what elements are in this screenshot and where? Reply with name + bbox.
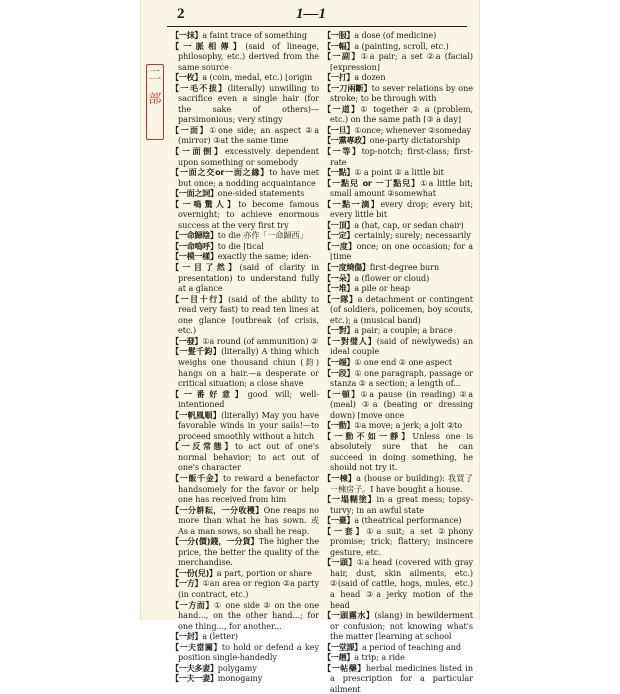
entry-headword: 【一飯千金】 <box>171 472 224 483</box>
dictionary-entry <box>171 83 319 125</box>
dictionary-entry <box>323 357 473 368</box>
entry-headword: 【一道】 <box>323 103 361 114</box>
entry-definition: Unless one is absolutely sure that he can succeed in doing something, he should not try it. <box>330 430 473 473</box>
entry-definition: ①once; whenever ②someday <box>354 124 472 135</box>
dictionary-entry <box>171 536 319 568</box>
dictionary-entry <box>323 515 473 526</box>
entry-definition: to hold or defend a key position single-handedly <box>178 641 320 663</box>
dictionary-entry <box>323 146 473 167</box>
entry-definition: a (flower or cloud) <box>354 272 430 283</box>
entry-headword: 【一定】 <box>323 230 355 241</box>
dictionary-entry <box>171 72 319 83</box>
entry-headword: 【一幅】 <box>323 40 355 51</box>
entry-headword: 【一面倒】 <box>171 146 225 157</box>
entry-definition: ①a little bit; small amount ②somewhat <box>330 177 473 199</box>
dictionary-entry <box>323 526 473 558</box>
dictionary-entry <box>323 663 473 694</box>
entry-definition: (said of clarity in presentation) to understand fully at a glance <box>178 262 320 294</box>
dictionary-entry <box>171 578 319 599</box>
entry-headword: 【一隊】 <box>323 293 358 304</box>
entry-definition: polygamy <box>217 662 257 673</box>
page-header <box>141 6 481 26</box>
entry-definition: to become famous overnight; to achieve enormous success at the very first try <box>178 198 319 230</box>
dictionary-entry <box>323 135 473 146</box>
entry-headword: 【一夫多妻】 <box>171 662 218 673</box>
entry-headword: 【一朵】 <box>323 272 355 283</box>
entry-headword: 【一分(價)錢，一分貨】 <box>171 536 259 547</box>
entry-definition: good will; well-intentioned <box>178 388 319 410</box>
entry-definition: ①a suit; a set ②phony promise; trick; flattery; insincere gesture, etc. <box>330 525 473 557</box>
entry-definition: a (letter) <box>202 631 238 642</box>
dictionary-entry <box>323 325 473 336</box>
entry-definition: ① one side ② on the one hand..., on the other hand...; for one thing..., for another... <box>178 599 319 631</box>
dictionary-entry <box>323 557 473 610</box>
entry-headword: 【一命嗚呼】 <box>171 240 218 251</box>
entry-definition: ① a point ② a little bit <box>354 167 444 178</box>
entry-definition: a pair; a couple; a brace <box>354 325 453 336</box>
dictionary-entry <box>323 167 473 178</box>
dictionary-entry <box>171 473 319 505</box>
entry-definition: The higher the price, the better the quality of the merchandise. <box>178 536 319 568</box>
dictionary-entry <box>171 631 319 642</box>
entry-headword: 【一黨專政】 <box>323 135 370 146</box>
entry-definition: ①a round (of ammunition) ② <box>202 335 319 346</box>
entry-headword: 【一度燒傷】 <box>323 262 370 273</box>
entry-headword: 【一毛不拔】 <box>171 82 228 93</box>
dictionary-entry <box>323 610 473 642</box>
entry-definition: a trip; a ride <box>354 652 405 663</box>
entry-definition: ①a move; a jerk; a jolt ②to <box>354 420 463 431</box>
entry-definition: ①a pair; a set ②a (facial) ⌈expression⌋ <box>330 51 473 72</box>
entry-headword: 【一枚】 <box>171 72 203 83</box>
dictionary-entry <box>323 104 473 125</box>
dictionary-entry <box>323 30 473 41</box>
entry-definition: (literally) May you have favorable winds in your sails!—to proceed smoothly without a hitch <box>178 409 319 441</box>
section-heading: 1—1 <box>296 6 326 22</box>
entry-definition: ① together ② a (problem, etc.) on the same path ⌈③ a day⌋ <box>330 103 473 125</box>
dictionary-entry <box>323 283 473 294</box>
dictionary-entry <box>323 494 473 515</box>
dictionary-entry <box>323 431 473 473</box>
entry-definition: first-degree burn <box>369 262 440 273</box>
entry-headword: 【一面】 <box>171 124 210 135</box>
entry-headword: 【一目十行】 <box>171 293 229 304</box>
entry-headword: 【一點】 <box>323 167 355 178</box>
entry-definition: a dozen <box>354 72 386 83</box>
dictionary-entry <box>323 51 473 72</box>
dictionary-entry <box>323 262 473 273</box>
dictionary-entry <box>323 230 473 241</box>
dictionary-entry <box>171 642 319 663</box>
entry-definition: to reward a benefactor handsomely for the favor or help one has received from him <box>178 472 319 505</box>
entry-definition: a (painting, scroll, etc.) <box>354 40 449 51</box>
entry-definition: (literally) unwilling to sacrifice even a single hair (for the sake of others)—parsimonious; very stingy <box>178 82 319 125</box>
entry-headword: 【一方】 <box>171 578 203 589</box>
entry-headword: 【一旦】 <box>323 124 355 135</box>
entry-headword: 【一命歸陰】 <box>171 230 218 241</box>
entry-headword: 【一動不如一靜】 <box>323 430 413 441</box>
entry-headword: 【一趟】 <box>323 652 355 663</box>
entry-headword: 【一份(兒)】 <box>171 567 217 578</box>
entry-definition: to act out of one's normal behavior; to act out of one's character <box>178 441 319 473</box>
entry-headword: 【一頓】 <box>323 388 361 399</box>
entry-definition: to sever relations by one stroke; to be through with <box>330 82 474 104</box>
entry-definition: ①a pause (in reading) ②a (meal) ③a (beating or dressing down) ⌈move once <box>330 388 473 420</box>
entry-headword: 【一夫當關】 <box>171 641 222 652</box>
entry-definition: a (coin, medal, etc.) ⌊origin <box>202 72 313 83</box>
dictionary-entry <box>171 262 319 294</box>
entry-headword: 【一堂課】 <box>323 641 362 652</box>
entry-headword: 【一模一樣】 <box>171 251 218 262</box>
entry-definition: one-sided statements <box>217 188 305 199</box>
dictionary-entry <box>171 441 319 473</box>
entry-definition: (slang) in bewilderment or confusion; not knowing what's the matter ⌈learning at school <box>330 610 473 642</box>
entry-headword: 【一堆】 <box>323 283 355 294</box>
dictionary-entry <box>323 652 473 663</box>
dictionary-entry <box>171 505 319 537</box>
entry-definition: a (hat, cap, or sedan chair) <box>354 219 464 230</box>
radical-tab-top: 二 <box>148 68 162 83</box>
entry-definition: a pile or heap <box>354 283 410 294</box>
entry-definition: monogamy <box>217 673 263 684</box>
entry-headword: 【一端】 <box>323 356 355 367</box>
entry-headword: 【一打】 <box>323 72 355 83</box>
entry-headword: 【一頭】 <box>323 557 357 568</box>
entry-headword: 【一鳴驚人】 <box>171 198 239 209</box>
dictionary-entry <box>171 146 319 167</box>
dictionary-entry <box>171 336 319 347</box>
entry-definition: in a great mess; topsy-turvy; in an awful state <box>330 494 474 515</box>
dictionary-entry <box>171 230 319 241</box>
entry-headword: 【一反常態】 <box>171 441 235 452</box>
left-column <box>171 30 320 684</box>
entry-headword: 【一點兒 or 一丁點兒】 <box>323 177 421 188</box>
dictionary-entry <box>323 473 473 494</box>
dictionary-entry <box>323 273 473 284</box>
dictionary-entry <box>171 167 319 188</box>
entry-headword: 【一套】 <box>323 525 367 536</box>
dictionary-page <box>140 0 480 694</box>
entry-definition: (said of the ability to read very fast) to read ten lines at one glance ⌈outbreak (of crisis, etc.) <box>178 293 319 336</box>
dictionary-entry <box>171 199 319 231</box>
entry-definition: exactly the same; iden- <box>217 251 312 262</box>
entry-headword: 【一番好意】 <box>171 388 248 399</box>
entry-headword: 【一脈相傳】 <box>171 40 246 51</box>
right-column <box>323 30 474 694</box>
entry-headword: 【一頂】 <box>323 219 355 230</box>
entry-headword: 【一分耕耘，一分收穫】 <box>171 504 264 515</box>
entry-definition: certainly; surely; necessarily <box>354 230 471 241</box>
dictionary-entry <box>171 568 319 579</box>
dictionary-entry <box>171 346 319 388</box>
dictionary-entry <box>323 41 473 52</box>
entry-definition: once; on one occasion; for a ⌊time <box>330 240 473 262</box>
entry-definition: (said of newlyweds) an ideal couple <box>330 335 473 357</box>
dictionary-entry <box>171 125 319 146</box>
entry-definition: a part, portion or share <box>216 567 312 578</box>
radical-side-tab <box>146 64 164 140</box>
entry-headword: 【一刀兩斷】 <box>323 82 372 93</box>
entry-definition: a (theatrical performance) <box>354 515 462 526</box>
entry-headword: 【一髮千鈞】 <box>171 346 222 357</box>
entry-definition: a faint trace of something <box>202 30 307 40</box>
entry-definition: ① one end ② one aspect <box>354 356 453 367</box>
entry-headword: 【一面之詞】 <box>171 188 218 199</box>
entry-definition: ①an area or region ②a party (in contract, etc.) <box>178 578 319 599</box>
dictionary-entry <box>171 188 319 199</box>
dictionary-entry <box>171 41 319 73</box>
dictionary-entry <box>323 178 473 199</box>
entry-headword: 【一帖藥】 <box>323 662 366 673</box>
entry-headword: 【一目了然】 <box>171 262 240 273</box>
dictionary-entry <box>323 389 473 421</box>
dictionary-entry <box>323 241 473 262</box>
dictionary-entry <box>171 389 319 410</box>
entry-definition: to die 亦作「一命歸西」 <box>217 230 308 241</box>
entry-headword: 【一塌糊塗】 <box>323 494 377 505</box>
entry-definition: a dose (of medicine) <box>354 30 437 40</box>
dictionary-entry <box>171 241 319 252</box>
entry-headword: 【一副】 <box>323 51 361 62</box>
entry-definition: (literally) A thing which weighs one thousand chiun (鈞) hangs on a hair.—a desperate or critical situation; a close shave <box>178 346 319 389</box>
dictionary-entry <box>171 600 319 632</box>
dictionary-entry <box>323 336 473 357</box>
entry-definition: excessively dependent upon something or somebody <box>178 146 319 167</box>
entry-definition: every drop; every bit; every little bit <box>330 198 473 220</box>
entry-headword: 【一動】 <box>323 420 355 431</box>
entry-definition: ①one side; an aspect ②a (mirror) ③at the same time <box>178 124 319 146</box>
entry-headword: 【一對璧人】 <box>323 335 377 346</box>
dictionary-entry <box>171 673 319 684</box>
entry-headword: 【一頭霧水】 <box>323 610 375 621</box>
dictionary-entry <box>323 642 473 653</box>
entry-definition: (said of lineage, philosophy, etc.) derived from the same source <box>178 40 320 72</box>
entry-headword: 【一帆風順】 <box>171 409 222 420</box>
entry-headword: 【一棟】 <box>323 472 357 483</box>
entry-headword: 【一度】 <box>323 240 357 251</box>
entry-definition: one-party dictatorship <box>369 135 461 146</box>
header-rule <box>167 26 467 27</box>
dictionary-entry <box>171 663 319 674</box>
dictionary-entry <box>323 368 473 389</box>
entry-headword: 【一方面】 <box>171 599 214 610</box>
dictionary-entry <box>171 410 319 442</box>
dictionary-entry <box>171 30 319 41</box>
entry-headword: 【一段】 <box>323 367 355 378</box>
dictionary-entry <box>323 125 473 136</box>
page-number: 2 <box>177 6 185 22</box>
entry-definition: ①a head (covered with gray hair, dust, skin ailments, etc.) ②(said of cattle, hogs, mules, etc.) a head ③a jerky motion of the head <box>330 557 473 610</box>
entry-headword: 【一封】 <box>171 631 203 642</box>
dictionary-entry <box>323 220 473 231</box>
dictionary-entry <box>323 83 473 104</box>
entry-headword: 【一夫一妻】 <box>171 673 218 684</box>
entry-headword: 【一面之交or一面之緣】 <box>171 167 270 178</box>
entry-definition: a period of teaching and <box>361 641 462 652</box>
entry-headword: 【一等】 <box>323 146 362 157</box>
dictionary-entry <box>323 294 473 326</box>
entry-definition: a (house or building): 我買了一棟房子。I have bought a house. <box>330 472 474 494</box>
dictionary-entry <box>171 251 319 262</box>
entry-definition: to die ⌈tical <box>217 240 264 251</box>
entry-headword: 【一發】 <box>171 335 203 346</box>
dictionary-entry <box>323 72 473 83</box>
entry-definition: One reaps no more than what he has sown. 或 As a man sows, so shall he reap. <box>178 504 320 536</box>
entry-definition: herbal medicines listed in a prescription for a particular ailment <box>330 662 473 694</box>
radical-tab-bottom: 部 <box>148 92 162 107</box>
entry-headword: 【一點一滴】 <box>323 198 381 209</box>
entry-headword: 【一對】 <box>323 325 355 336</box>
dictionary-entry <box>323 199 473 220</box>
entry-definition: a detachment or contingent (of soldiers, policemen, boy scouts, etc.); a (musical band) <box>330 293 473 325</box>
entry-headword: 【一抹】 <box>171 30 203 40</box>
entry-headword: 【一臺】 <box>323 515 355 526</box>
dictionary-entry <box>323 420 473 431</box>
dictionary-entry <box>171 294 319 336</box>
entry-definition: top-notch; first-class; first-rate <box>330 146 473 167</box>
entry-definition: ① one paragraph, passage or stanza ② a section; a length of... <box>330 367 474 389</box>
entry-headword: 【一服】 <box>323 30 355 40</box>
entry-definition: to have met but once; a nodding acquaintance <box>178 167 320 188</box>
